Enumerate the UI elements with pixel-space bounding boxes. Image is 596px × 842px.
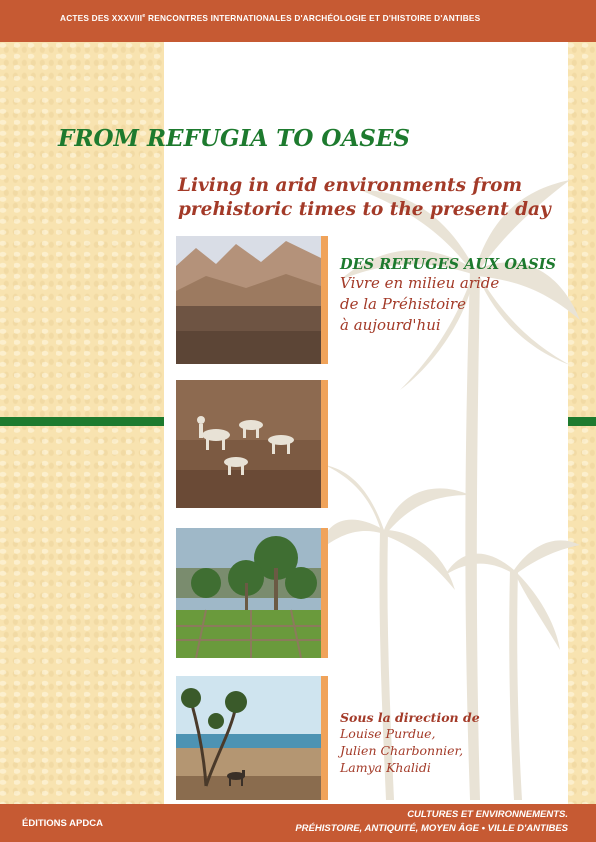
french-subtitle-line: Vivre en milieu aride xyxy=(340,274,500,292)
editors-label: Sous la direction de xyxy=(340,710,480,725)
photo-rock-art xyxy=(176,380,321,508)
green-rule-left xyxy=(0,417,164,426)
photo-accent-bar xyxy=(321,380,328,508)
english-title: FROM REFUGIA TO OASES xyxy=(58,125,411,152)
french-subtitle-line: à aujourd'hui xyxy=(340,316,441,334)
photo-accent-bar xyxy=(321,528,328,658)
english-subtitle xyxy=(178,174,551,222)
french-subtitle-line: de la Préhistoire xyxy=(340,295,466,313)
subtitle-line: Living in arid environments from xyxy=(178,175,523,196)
french-title: DES REFUGES AUX OASIS xyxy=(340,256,556,273)
editor-name: Lamya Khalidi xyxy=(340,760,431,775)
green-rule-right xyxy=(568,417,596,426)
editor-name: Louise Purdue, xyxy=(340,726,436,741)
french-title-block xyxy=(340,256,556,336)
photo-accent-bar xyxy=(321,676,328,800)
editors-block xyxy=(340,710,480,776)
series-line: PRÉHISTOIRE, ANTIQUITÉ, MOYEN ÂGE • VILLE D'ANTIBES xyxy=(295,823,568,834)
photo-coast xyxy=(176,676,321,800)
series-title xyxy=(295,808,568,836)
publisher-name: ÉDITIONS APDCA xyxy=(22,818,103,829)
editor-name: Julien Charbonnier, xyxy=(340,743,464,758)
proceedings-line: ACTES DES XXXVIIIe RENCONTRES INTERNATIONALES D'ARCHÉOLOGIE ET D'HISTOIRE D'ANTIBES xyxy=(60,13,481,23)
subtitle-line: prehistoric times to the present day xyxy=(178,199,551,220)
photo-accent-bar xyxy=(321,236,328,364)
footer-banner xyxy=(0,804,596,842)
photo-desert-mountains xyxy=(176,236,321,364)
header-banner xyxy=(0,0,596,42)
palm-trees-illustration xyxy=(320,150,580,800)
series-line: CULTURES ET ENVIRONNEMENTS. xyxy=(407,809,568,820)
photo-oasis xyxy=(176,528,321,658)
